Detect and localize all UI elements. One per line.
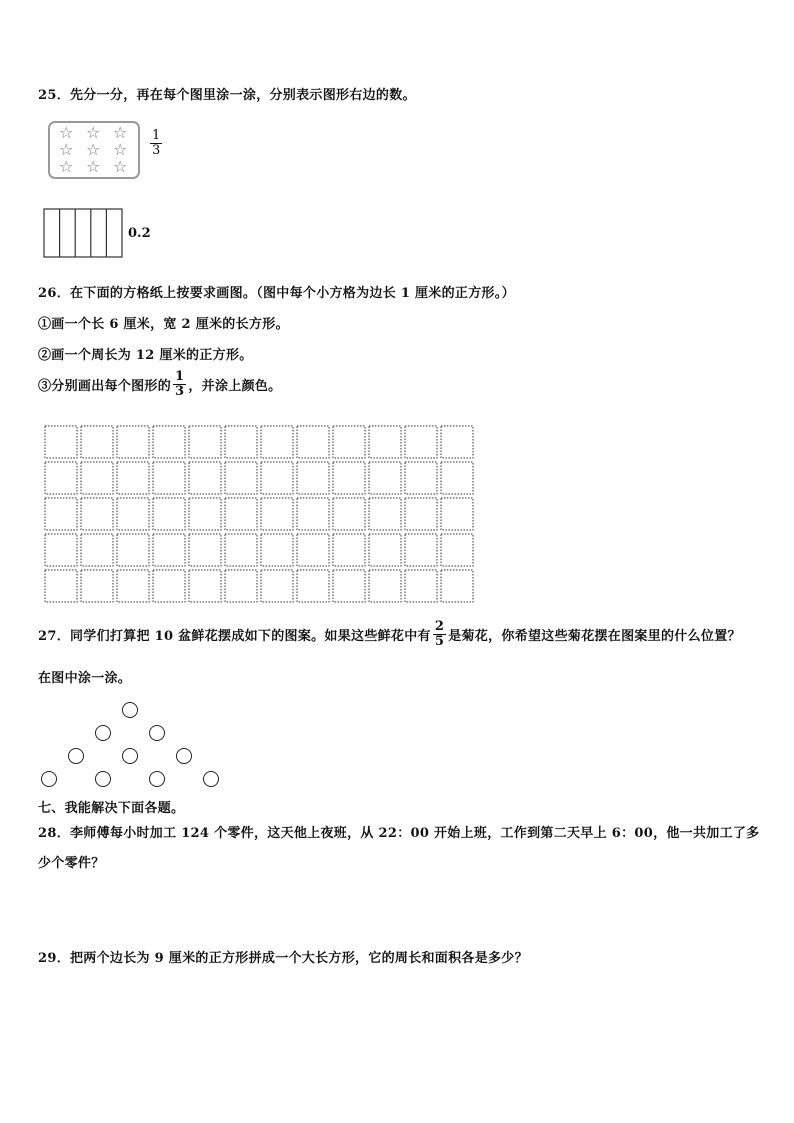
grid-cell[interactable] [369,498,401,530]
q26-item3-before: ③分别画出每个图形的 [38,379,172,394]
flower-circle[interactable] [203,771,219,787]
grid-cell[interactable] [261,498,293,530]
star-icon: ☆ [59,157,74,176]
strip-outline [44,209,122,257]
q27-line2: 在图中涂一涂。 [38,671,132,686]
star-icon: ☆ [113,157,128,176]
q25-decimal: 0.2 [128,226,151,241]
grid-cell[interactable] [189,426,221,458]
grid-cell[interactable] [153,570,185,602]
grid-cell[interactable] [189,534,221,566]
grid-cell[interactable] [369,534,401,566]
grid-cell[interactable] [117,570,149,602]
grid-cell[interactable] [117,426,149,458]
grid-cell[interactable] [333,534,365,566]
grid-cell[interactable] [225,534,257,566]
q27-fraction-denominator: 5 [434,634,445,649]
grid-cell[interactable] [117,534,149,566]
q26-item3-fraction-numerator: 1 [175,369,185,384]
grid-cell[interactable] [333,570,365,602]
grid-cell[interactable] [189,570,221,602]
flower-circle[interactable] [95,771,111,787]
flower-circle[interactable] [122,748,138,764]
grid-cell[interactable] [297,498,329,530]
grid-cell[interactable] [81,534,113,566]
grid-cell[interactable] [189,462,221,494]
star-icon: ☆ [113,140,128,159]
grid-cell[interactable] [297,462,329,494]
q26-text: 26．在下面的方格纸上按要求画图。（图中每个小方格为边长 1 厘米的正方形。） [38,286,515,301]
grid-cell[interactable] [405,462,437,494]
q27-text-before: 27．同学们打算把 10 盆鲜花摆成如下的图案。如果这些鲜花中有 [38,629,431,644]
star-icon: ☆ [59,123,74,142]
grid-cell[interactable] [261,534,293,566]
grid-cell[interactable] [225,498,257,530]
grid-cell[interactable] [297,426,329,458]
grid-cell[interactable] [405,534,437,566]
q26-item3-fraction [173,370,186,399]
star-icon: ☆ [59,140,74,159]
q28-line2: 少个零件？ [38,856,105,871]
grid-cell[interactable] [45,426,77,458]
grid-cell[interactable] [153,534,185,566]
star-icon: ☆ [86,157,101,176]
grid-cell[interactable] [117,498,149,530]
grid-cell[interactable] [45,498,77,530]
grid-cell[interactable] [261,462,293,494]
grid-cell[interactable] [225,426,257,458]
q27-fraction [433,620,446,649]
grid-cell[interactable] [297,570,329,602]
q26-item1: ①画一个长 6 厘米，宽 2 厘米的长方形。 [38,317,289,332]
flower-circle[interactable] [176,748,192,764]
grid-cell[interactable] [297,534,329,566]
grid-cell[interactable] [153,462,185,494]
grid-cell[interactable] [261,570,293,602]
q27-fraction-numerator: 2 [434,619,445,634]
grid-cell[interactable] [441,462,473,494]
grid-cell[interactable] [441,570,473,602]
grid-cell[interactable] [81,462,113,494]
grid-cell[interactable] [369,570,401,602]
q26-item2: ②画一个周长为 12 厘米的正方形。 [38,348,253,363]
star-box [48,121,140,179]
grid-cell[interactable] [405,570,437,602]
grid-cell[interactable] [153,426,185,458]
q29-text: 29．把两个边长为 9 厘米的正方形拼成一个大长方形，它的周长和面积各是多少？ [38,951,528,966]
q25-fraction [150,129,162,158]
flower-circle[interactable] [149,771,165,787]
flower-circle[interactable] [68,748,84,764]
flower-circle[interactable] [122,702,138,718]
grid-cell[interactable] [333,498,365,530]
flower-circle[interactable] [95,725,111,741]
grid-cell[interactable] [405,498,437,530]
grid-cell[interactable] [369,462,401,494]
q26-item3 [38,370,281,399]
q25-fraction-numerator: 1 [152,128,161,143]
grid-cell[interactable] [405,426,437,458]
q27-line1 [38,620,741,649]
grid-cell[interactable] [333,426,365,458]
q25-fraction-denominator: 3 [152,143,161,158]
grid-cell[interactable] [441,534,473,566]
grid-cell[interactable] [261,426,293,458]
flower-circle[interactable] [149,725,165,741]
grid-cell[interactable] [117,462,149,494]
grid-cell[interactable] [45,462,77,494]
q27-text-after: 是菊花，你希望这些菊花摆在图案里的什么位置？ [448,629,741,644]
grid-cell[interactable] [45,570,77,602]
grid-cell[interactable] [45,534,77,566]
grid-cell[interactable] [189,498,221,530]
grid-cell[interactable] [369,426,401,458]
q26-item3-fraction-denominator: 3 [175,384,185,399]
grid-cell[interactable] [153,498,185,530]
grid-cell[interactable] [81,498,113,530]
section7-heading: 七、我能解决下面各题。 [38,801,185,816]
star-icon: ☆ [86,123,101,142]
grid-cell[interactable] [441,498,473,530]
q26-item3-after: ，并涂上颜色。 [188,379,282,394]
grid-cell[interactable] [441,426,473,458]
grid-cell[interactable] [81,570,113,602]
q25-text: 25．先分一分，再在每个图里涂一涂，分别表示图形右边的数。 [38,88,416,103]
star-icon: ☆ [86,140,101,159]
dotted-grid-paper[interactable] [42,423,474,605]
star-icon: ☆ [113,123,128,142]
grid-cell[interactable] [81,426,113,458]
q28-line1: 28．李师傅每小时加工 124 个零件，这天他上夜班，从 22：00 开始上班，工作到第二天早上 6：00，他一共加工了多 [38,826,760,841]
grid-cell[interactable] [225,462,257,494]
grid-cell[interactable] [225,570,257,602]
grid-cell[interactable] [333,462,365,494]
flower-circle[interactable] [41,771,57,787]
five-part-strip [43,208,123,258]
